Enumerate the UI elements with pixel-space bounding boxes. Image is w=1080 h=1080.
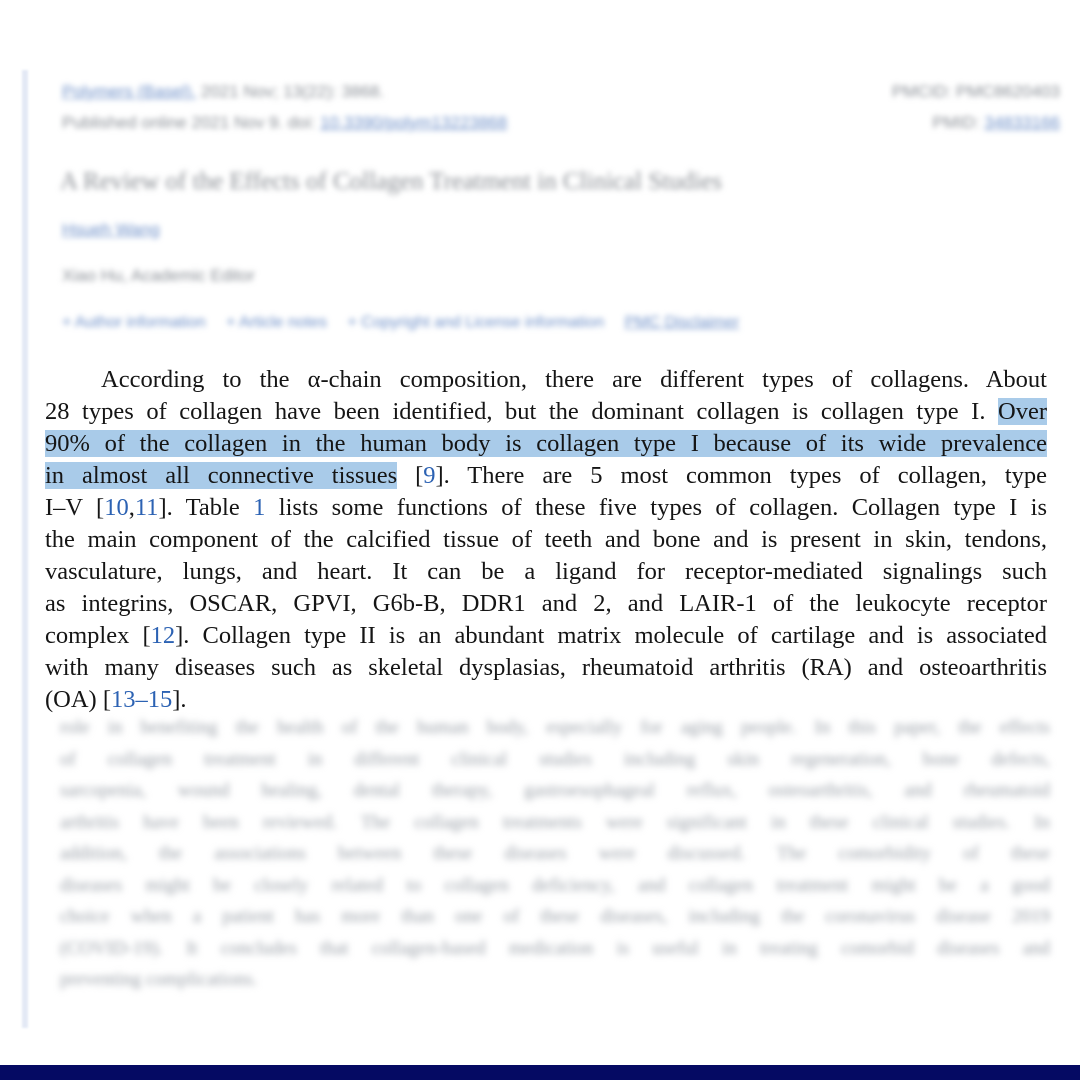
abstract-line: sarcopenia, wound healing, dental therapy, gastroesophageal reflux, osteoarthritis, and rheumatoid: [60, 780, 1050, 801]
citation-line: [62, 76, 507, 107]
doi-label: doi:: [287, 113, 316, 132]
journal-link[interactable]: Polymers (Basel).: [62, 82, 197, 101]
abstract-line: addition, the associations between these diseases were discussed. The comorbidity of these: [60, 843, 1050, 864]
abstract-line: preventing complications.: [60, 969, 258, 990]
pmid-link[interactable]: 34833166: [984, 113, 1060, 132]
reference-link-12[interactable]: 12: [150, 622, 176, 649]
body-line: complex [12]. Collagen type II is an abundant matrix molecule of cartilage and is associated: [45, 622, 1047, 649]
abstract-line: choice when a patient has more than one of these diseases, including the coronavirus disease 2019: [60, 906, 1050, 927]
author-information-link[interactable]: + Author information: [62, 314, 206, 331]
published-line: [62, 107, 507, 138]
copyright-link[interactable]: + Copyright and License information: [347, 314, 605, 331]
article-notes-link[interactable]: + Article notes: [226, 314, 328, 331]
published-text: Published online 2021 Nov 9.: [62, 113, 284, 132]
article-title: A Review of the Effects of Collagen Treatment in Clinical Studies: [60, 168, 722, 195]
citation-text: 2021 Nov; 13(22): 3868.: [200, 82, 385, 101]
body-line: (OA) [13–15].: [45, 686, 187, 713]
body-line: 28 types of collagen have been identified, but the dominant collagen is collagen type I. Over: [45, 398, 1047, 425]
abstract-paragraph: [60, 712, 1050, 996]
article-info-row: [62, 314, 747, 332]
body-line: as integrins, OSCAR, GPVI, G6b-B, DDR1 and 2, and LAIR-1 of the leukocyte receptor: [45, 590, 1047, 617]
highlighted-text: 90% of the collagen in the human body is collagen type I because of its wide prevalence: [45, 430, 1047, 457]
abstract-line: diseases might be closely related to collagen deficiency, and collagen treatment might be a good: [60, 874, 1050, 896]
body-paragraph: [45, 364, 1047, 716]
abstract-line: (COVID-19). It concludes that collagen-based medication is useful in treating comorbid diseases and: [60, 937, 1050, 959]
abstract-line: arthritis have been reviewed. The collagen treatments were significant in these clinical studies. In: [60, 811, 1050, 833]
author-link[interactable]: Hsueh Wang: [62, 220, 160, 239]
editor-line: Xiao Hu, Academic Editor: [62, 266, 255, 285]
highlighted-text: Over: [998, 398, 1047, 425]
body-line: According to the α-chain composition, there are different types of collagens. About: [101, 366, 1047, 393]
abstract-line: role in benefiting the health of the human body, especially for aging people. In this paper, the effects: [60, 717, 1050, 738]
pmid-line: [892, 107, 1060, 138]
identifier-block: [892, 76, 1060, 138]
bottom-color-bar: [0, 1065, 1080, 1080]
author-line: [62, 220, 160, 240]
reference-link-11[interactable]: 11: [134, 494, 159, 521]
reference-link-9[interactable]: 9: [423, 462, 436, 489]
reference-link-13-15[interactable]: 13–15: [111, 686, 173, 713]
pmc-disclaimer-link[interactable]: PMC Disclaimer: [624, 314, 740, 331]
reference-link-10[interactable]: 10: [104, 494, 129, 521]
body-line: vasculature, lungs, and heart. It can be a ligand for receptor-mediated signalings such: [45, 558, 1047, 585]
body-line: the main component of the calcified tissue of teeth and bone and is present in skin, tendons,: [45, 526, 1047, 553]
doi-link[interactable]: 10.3390/polym13223868: [320, 113, 508, 132]
pmid-label: PMID:: [932, 113, 980, 132]
body-line: with many diseases such as skeletal dysplasias, rheumatoid arthritis (RA) and osteoarthritis: [45, 654, 1047, 681]
pmcid-text: PMCID: PMC8620403: [891, 82, 1060, 101]
table-1-link[interactable]: 1: [253, 494, 266, 521]
body-line: [45, 428, 1047, 460]
highlighted-text: in almost all connective tissues: [45, 462, 398, 489]
abstract-line: of collagen treatment in different clinical studies including skin regeneration, bone defects,: [60, 748, 1050, 770]
body-line: in almost all connective tissues [9]. There are 5 most common types of collagen, type: [45, 462, 1047, 489]
left-accent-bar: [22, 70, 28, 1028]
citation-block: [62, 76, 507, 138]
body-line: I–V [10,11]. Table 1 lists some functions of these five types of collagen. Collagen type I is: [45, 494, 1047, 521]
